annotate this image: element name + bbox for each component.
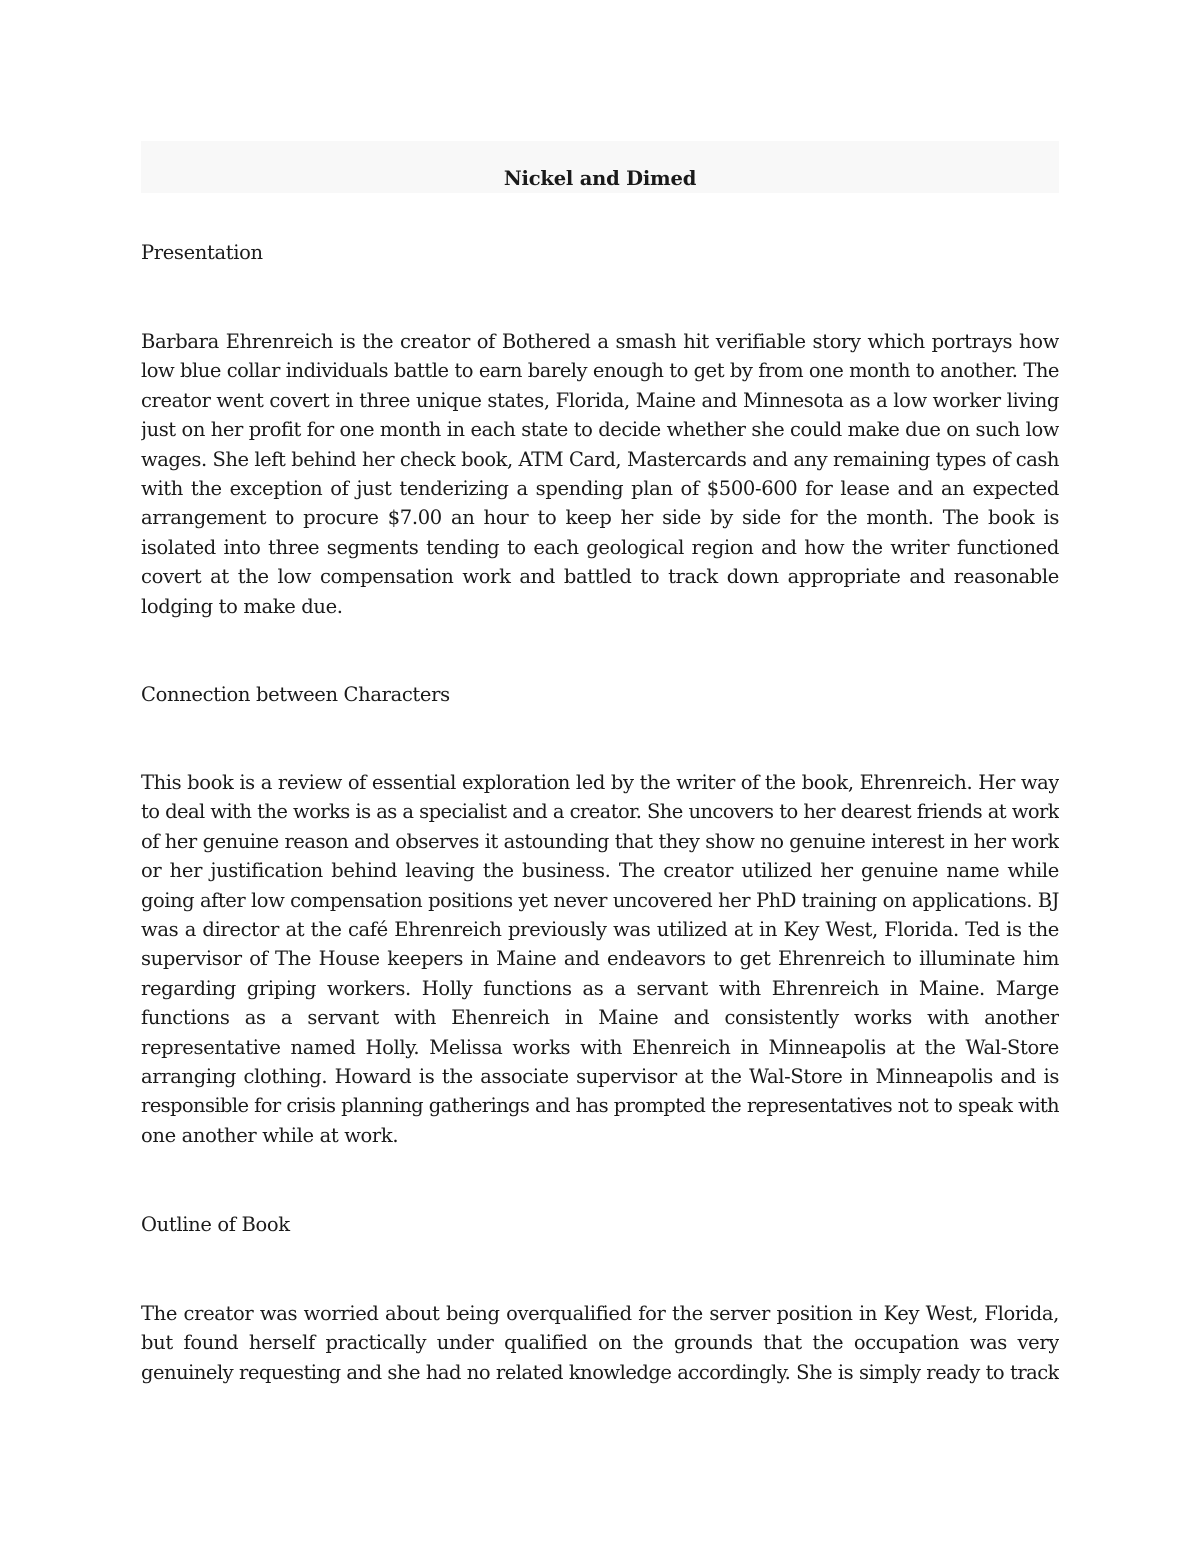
paragraph-line: isolated into three segments tending to each geological region and how the writer functioned	[141, 535, 1059, 559]
paragraph-line: to deal with the works is as a specialist and a creator. She uncovers to her dearest friends at work	[141, 800, 1059, 824]
document-title: Nickel and Dimed	[503, 167, 697, 190]
paragraph-line: creator went covert in three unique states, Florida, Maine and Minnesota as a low worker living	[141, 388, 1059, 412]
paragraph-line: supervisor of The House keepers in Maine and endeavors to get Ehrenreich to illuminate him	[141, 947, 1059, 971]
paragraph-line: was a director at the café Ehrenreich previously was utilized at in Key West, Florida. Ted is the	[141, 917, 1059, 941]
paragraph-line: but found herself practically under qualified on the grounds that the occupation was very	[141, 1331, 1059, 1355]
paragraph-line: covert at the low compensation work and battled to track down appropriate and reasonable	[141, 565, 1059, 589]
paragraph-line: wages. She left behind her check book, ATM Card, Mastercards and any remaining types of cash	[141, 447, 1059, 471]
paragraph-outline-of-book	[141, 1299, 1059, 1387]
paragraph-line: lodging to make due.	[141, 594, 343, 618]
section-heading-outline-of-book: Outline of Book	[141, 1213, 290, 1236]
paragraph-line: genuinely requesting and she had no related knowledge accordingly. She is simply ready to track	[141, 1360, 1059, 1384]
paragraph-line: regarding griping workers. Holly functions as a servant with Ehrenreich in Maine. Marge	[141, 976, 1059, 1000]
paragraph-line: This book is a review of essential exploration led by the writer of the book, Ehrenreich. Her way	[141, 771, 1059, 794]
paragraph-line: going after low compensation positions yet never uncovered her PhD training on applications. BJ	[141, 888, 1059, 912]
paragraph-presentation	[141, 327, 1059, 621]
paragraph-connection-between-characters	[141, 768, 1059, 1150]
paragraph-line: arranging clothing. Howard is the associate supervisor at the Wal-Store in Minneapolis and is	[141, 1064, 1059, 1088]
paragraph-line: of her genuine reason and observes it astounding that they show no genuine interest in her work	[141, 829, 1059, 853]
paragraph-line: arrangement to procure $7.00 an hour to keep her side by side for the month. The book is	[141, 506, 1059, 530]
paragraph-line: The creator was worried about being overqualified for the server position in Key West, Florida,	[141, 1302, 1059, 1325]
paragraph-line: one another while at work.	[141, 1123, 399, 1147]
paragraph-line: low blue collar individuals battle to earn barely enough to get by from one month to another. The	[141, 359, 1059, 383]
paragraph-line: or her justification behind leaving the business. The creator utilized her genuine name while	[141, 859, 1059, 883]
paragraph-line: functions as a servant with Ehenreich in Maine and consistently works with another	[141, 1006, 1059, 1030]
section-heading-connection-between-characters: Connection between Characters	[141, 683, 450, 706]
paragraph-line: just on her profit for one month in each state to decide whether she could make due on such low	[141, 418, 1059, 442]
paragraph-line: Barbara Ehrenreich is the creator of Bothered a smash hit verifiable story which portrays how	[141, 330, 1059, 353]
paragraph-line: with the exception of just tenderizing a spending plan of $500-600 for lease and an expected	[141, 476, 1059, 500]
paragraph-line: responsible for crisis planning gatherings and has prompted the representatives not to speak with	[141, 1094, 1059, 1118]
paragraph-line: representative named Holly. Melissa works with Ehenreich in Minneapolis at the Wal-Store	[141, 1035, 1059, 1059]
section-heading-presentation: Presentation	[141, 241, 263, 264]
